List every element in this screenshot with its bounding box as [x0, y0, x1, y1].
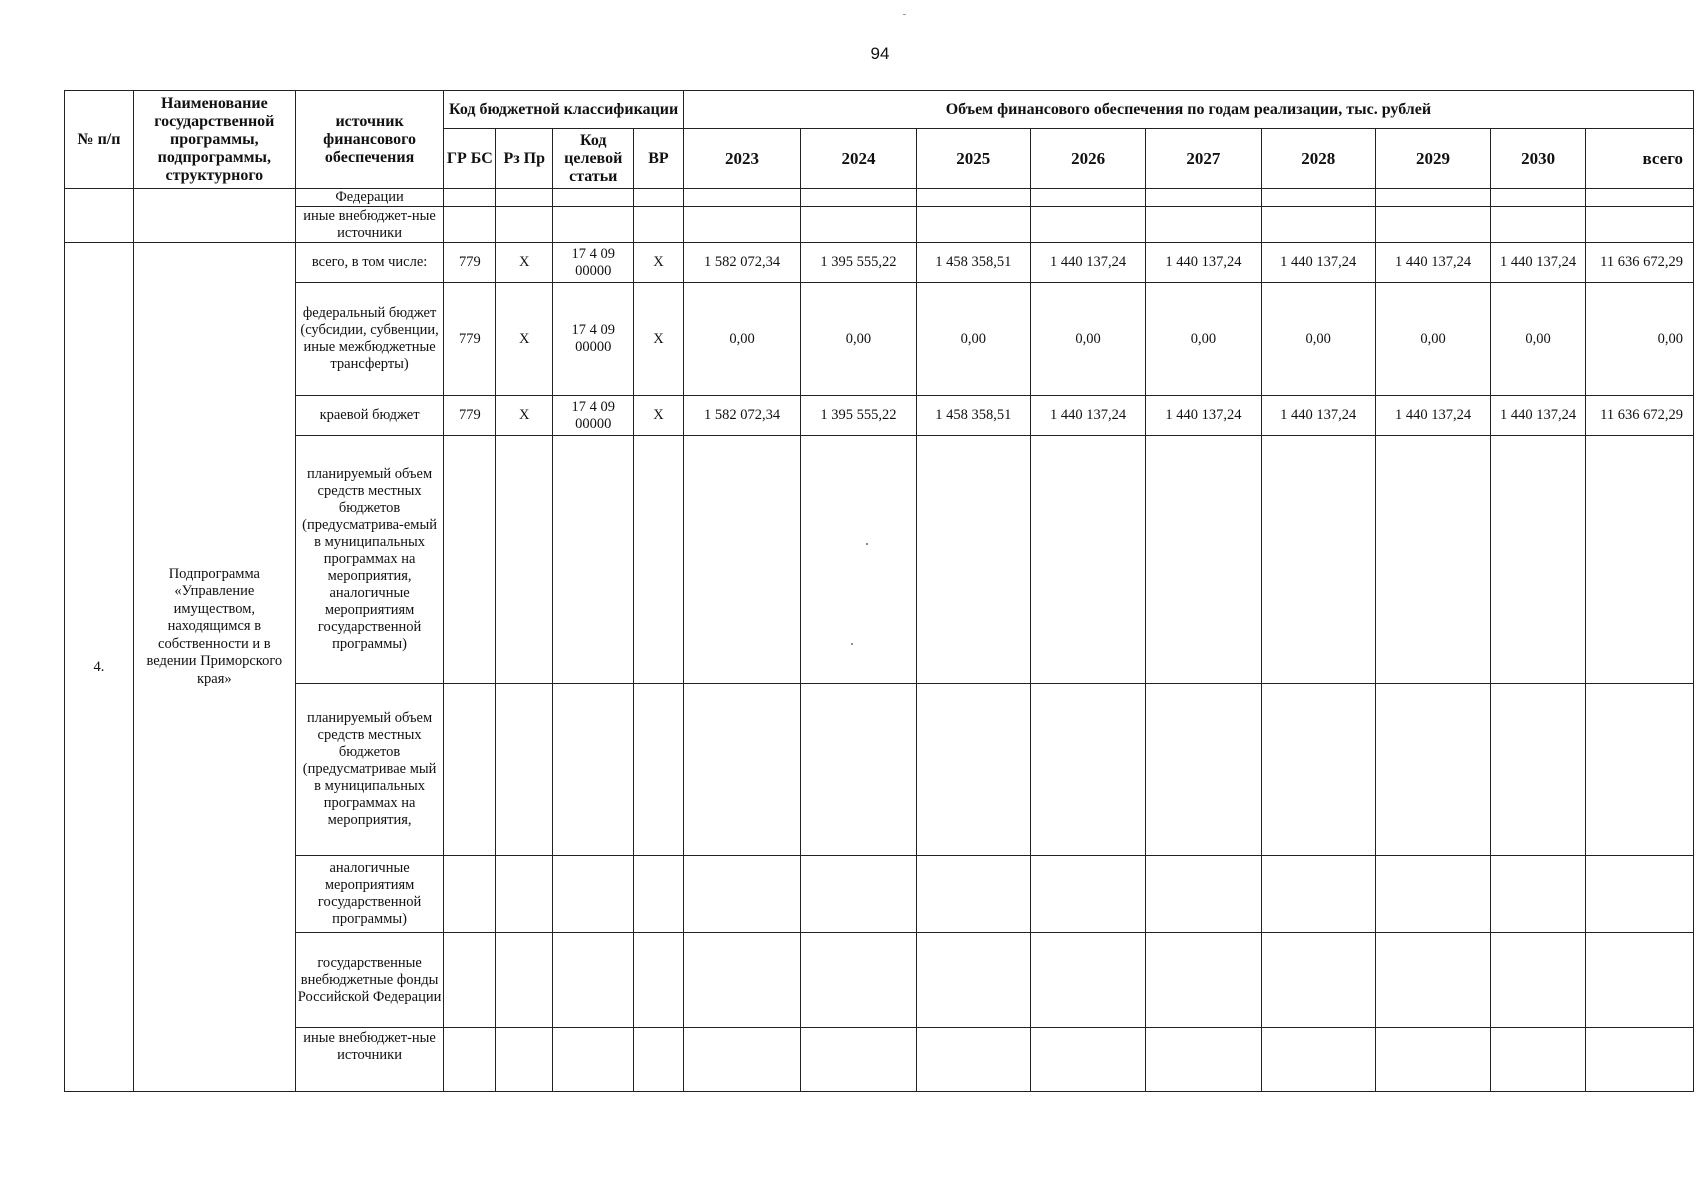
- table-row: [65, 856, 1694, 933]
- scan-speck: [851, 643, 853, 645]
- cell-rzpr: X: [496, 243, 553, 283]
- header-year: 2027: [1146, 129, 1261, 189]
- cell-value: 1 582 072,34: [683, 396, 801, 436]
- cell-source: иные внебюджет-ные источники: [295, 207, 444, 243]
- cell-value: 1 440 137,24: [1030, 243, 1145, 283]
- cell-source: планируемый объем средств местных бюджетов (предусматрива-емый в муниципальных программах на мероприятия, аналогичные мероприятиям государственной программы): [295, 436, 444, 684]
- header-budget-classification: Код бюджетной классификации: [444, 91, 683, 129]
- header-vr: ВР: [634, 129, 684, 189]
- cell-source: федеральный бюджет (субсидии, субвенции, иные межбюджетные трансферты): [295, 283, 444, 396]
- table-row: [65, 684, 1694, 856]
- cell-value: 1 458 358,51: [916, 243, 1030, 283]
- cell-source: всего, в том числе:: [295, 243, 444, 283]
- cell-source: краевой бюджет: [295, 396, 444, 436]
- cell-value: 0,00: [1146, 283, 1261, 396]
- cell-value: 0,00: [801, 283, 916, 396]
- header-target-code: Код целевой статьи: [553, 129, 634, 189]
- section-number: 4.: [65, 243, 134, 1092]
- cell-total: 11 636 672,29: [1586, 243, 1694, 283]
- cell-value: 1 440 137,24: [1261, 396, 1375, 436]
- header-year: 2025: [916, 129, 1030, 189]
- cell-source: иные внебюджет-ные источники: [295, 1028, 444, 1092]
- cell-target-code: 17 4 09 00000: [553, 396, 634, 436]
- cell-source: планируемый объем средств местных бюджетов (предусматривае мый в муниципальных программах на мероприятия,: [295, 684, 444, 856]
- cell-vr: X: [634, 243, 684, 283]
- cell-value: 1 440 137,24: [1375, 243, 1490, 283]
- header-year: 2024: [801, 129, 916, 189]
- header-year: 2026: [1030, 129, 1145, 189]
- header-year: 2029: [1375, 129, 1490, 189]
- cell-value: 0,00: [916, 283, 1030, 396]
- table-row: [65, 396, 1694, 436]
- header-funding-volume: Объем финансового обеспечения по годам реализации, тыс. рублей: [683, 91, 1693, 129]
- cell-grbs: 779: [444, 396, 496, 436]
- cell-value: 1 440 137,24: [1261, 243, 1375, 283]
- header-rzpr: Рз Пр: [496, 129, 553, 189]
- header-total: всего: [1586, 129, 1694, 189]
- cell-source: государственные внебюджетные фонды Российской Федерации: [295, 933, 444, 1028]
- cell-vr: X: [634, 283, 684, 396]
- cell-value: 1 582 072,34: [683, 243, 801, 283]
- cell-value: 1 440 137,24: [1146, 243, 1261, 283]
- cell-grbs: 779: [444, 283, 496, 396]
- cell-vr: X: [634, 396, 684, 436]
- cell-source: Федерации: [295, 189, 444, 207]
- header-year: 2030: [1491, 129, 1586, 189]
- cell-empty: [65, 189, 134, 243]
- cell-rzpr: X: [496, 283, 553, 396]
- cell-value: 1 440 137,24: [1491, 396, 1586, 436]
- table-row: [65, 283, 1694, 396]
- header-funding-source: источник финансового обеспечения: [295, 91, 444, 189]
- cell-value: 1 458 358,51: [916, 396, 1030, 436]
- table-row: [65, 243, 1694, 283]
- scan-speck: [866, 543, 868, 545]
- cell-target-code: 17 4 09 00000: [553, 283, 634, 396]
- cell-value: 0,00: [683, 283, 801, 396]
- header-row-1: [65, 91, 1694, 129]
- cell-total: 11 636 672,29: [1586, 396, 1694, 436]
- header-year: 2023: [683, 129, 801, 189]
- header-grbs: ГР БС: [444, 129, 496, 189]
- table-row: [65, 933, 1694, 1028]
- cell-total: 0,00: [1586, 283, 1694, 396]
- cell-value: 0,00: [1491, 283, 1586, 396]
- header-year: 2028: [1261, 129, 1375, 189]
- cell-grbs: 779: [444, 243, 496, 283]
- header-number: № п/п: [65, 91, 134, 189]
- cell-rzpr: X: [496, 396, 553, 436]
- cell-target-code: 17 4 09 00000: [553, 243, 634, 283]
- cell-value: 0,00: [1261, 283, 1375, 396]
- table-row: [65, 1028, 1694, 1092]
- cell-source: аналогичные мероприятиям государственной программы): [295, 856, 444, 933]
- cell-value: 1 395 555,22: [801, 396, 916, 436]
- cell-value: 1 440 137,24: [1491, 243, 1586, 283]
- cell-value: 1 440 137,24: [1375, 396, 1490, 436]
- scan-mark: [903, 14, 906, 15]
- section-name: Подпрограмма «Управление имуществом, находящимся в собственности и в ведении Приморского края»: [133, 203, 295, 1052]
- table-row: [65, 436, 1694, 684]
- table-row: [65, 189, 1694, 207]
- cell-value: 1 440 137,24: [1146, 396, 1261, 436]
- header-program-name: Наименование государственной программы, подпрограммы, структурного: [133, 91, 295, 189]
- cell-value: 0,00: [1030, 283, 1145, 396]
- cell-value: 1 440 137,24: [1030, 396, 1145, 436]
- budget-table: [64, 90, 1694, 1092]
- cell-value: 1 395 555,22: [801, 243, 916, 283]
- cell-value: 0,00: [1375, 283, 1490, 396]
- page-number: 94: [870, 44, 890, 63]
- table-row: [65, 207, 1694, 243]
